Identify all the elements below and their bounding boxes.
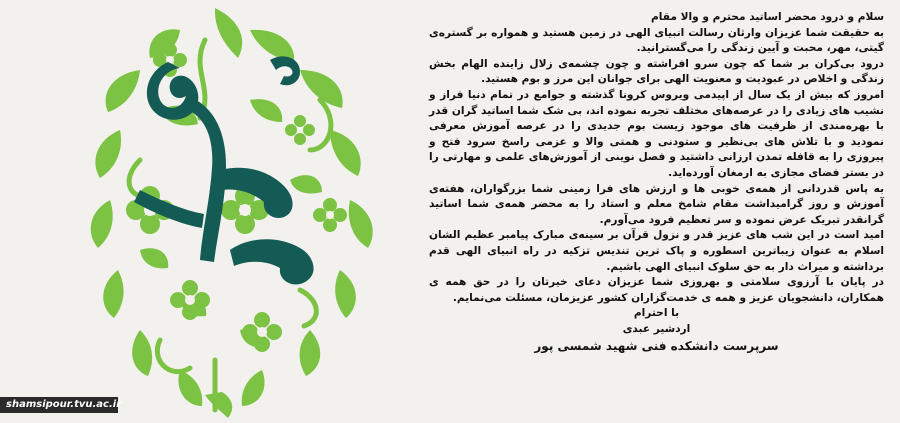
site-url-badge[interactable]: shamsipour.tvu.ac.ir bbox=[0, 397, 118, 413]
letter-paragraph: به پاس قدردانی از همه‌ی خوبی ها و ارزش های فرا زمینی شما بزرگواران، هفته‌ی آموزش و روز گرامیداشت مقام شامخ معلم و استاد را به محضر همه‌ی شما اساتید گرانقدر تبریک عرض نموده و سر تعظیم فرود می‌آورم. bbox=[429, 182, 884, 226]
letter-closing: با احترام bbox=[633, 307, 680, 320]
calligraphy-strokes bbox=[134, 56, 314, 284]
letter-paragraph: به حقیقت شما عزیزان وارثان رسالت انبیای الهی در زمین هستید و همواره بر گستره‌ی گیتی، مهر، محبت و آیین زندگی را می‌گسترانید. bbox=[429, 26, 884, 55]
letter-paragraph: در پایان با آرزوی سلامتی و بهروزی شما عزیزان دعای خیرتان را در حق همه ی همکاران، دانشجویان عزیز و همه ی خدمت‌گزاران کشور عزیزمان، مسئلت می‌نمایم. bbox=[429, 276, 884, 304]
letter-paragraph: درود بی‌کران بر شما که چون سرو افراشته و چون چشمه‌ی زلال زاینده الهام بخش زندگی و اخلاص در عبودیت و معنویت الهی برای جوانان این مرز و بوم هستید. bbox=[429, 57, 884, 86]
teacher-calligraphy-artwork bbox=[0, 0, 430, 423]
letter-signer-title: سرپرست دانشکده فنی شهید شمسی پور bbox=[534, 339, 779, 354]
letter-signer-name: اردشیر عبدی bbox=[622, 322, 691, 335]
letter-salutation: سلام و درود محضر اساتید محترم و والا مقام bbox=[650, 11, 884, 23]
letter-paragraph: امید است در این شب های عزیز قدر و نزول قرآن بر سینه‌ی مبارک پیامبر عظیم الشان اسلام به عنوان زیباترین اسطوره و پاک ترین تندیس تزکیه در راه انبیای الهی قدم برداشته و میراث دار به حق سلوک انبیای الهی باشیم. bbox=[429, 229, 884, 273]
letter-paragraph: امروز که بیش از یک سال از اپیدمی ویروس کرونا گذشته و جوامع در تمام دنیا فراز و نشیب های زیادی را در عرصه‌های مختلف تجربه نموده اند، بی شک شما اساتید گران قدر با بهره‌مندی از ظرفیت های موجود زیست بوم جدیدی را در عرصه آموزش معرفی نمودید و با تلاش های بی‌نظیر و ستودنی و همتی والا و عزمی راسخ سرود فتح و پیروزی را به قافله تمدن ارزانی داشتید و فصل نوینی از آموزش‌های علمی و مهارتی را در بستر فضای مجازی به ارمغان آورده‌اید. bbox=[429, 88, 884, 179]
greeting-letter bbox=[429, 10, 884, 355]
